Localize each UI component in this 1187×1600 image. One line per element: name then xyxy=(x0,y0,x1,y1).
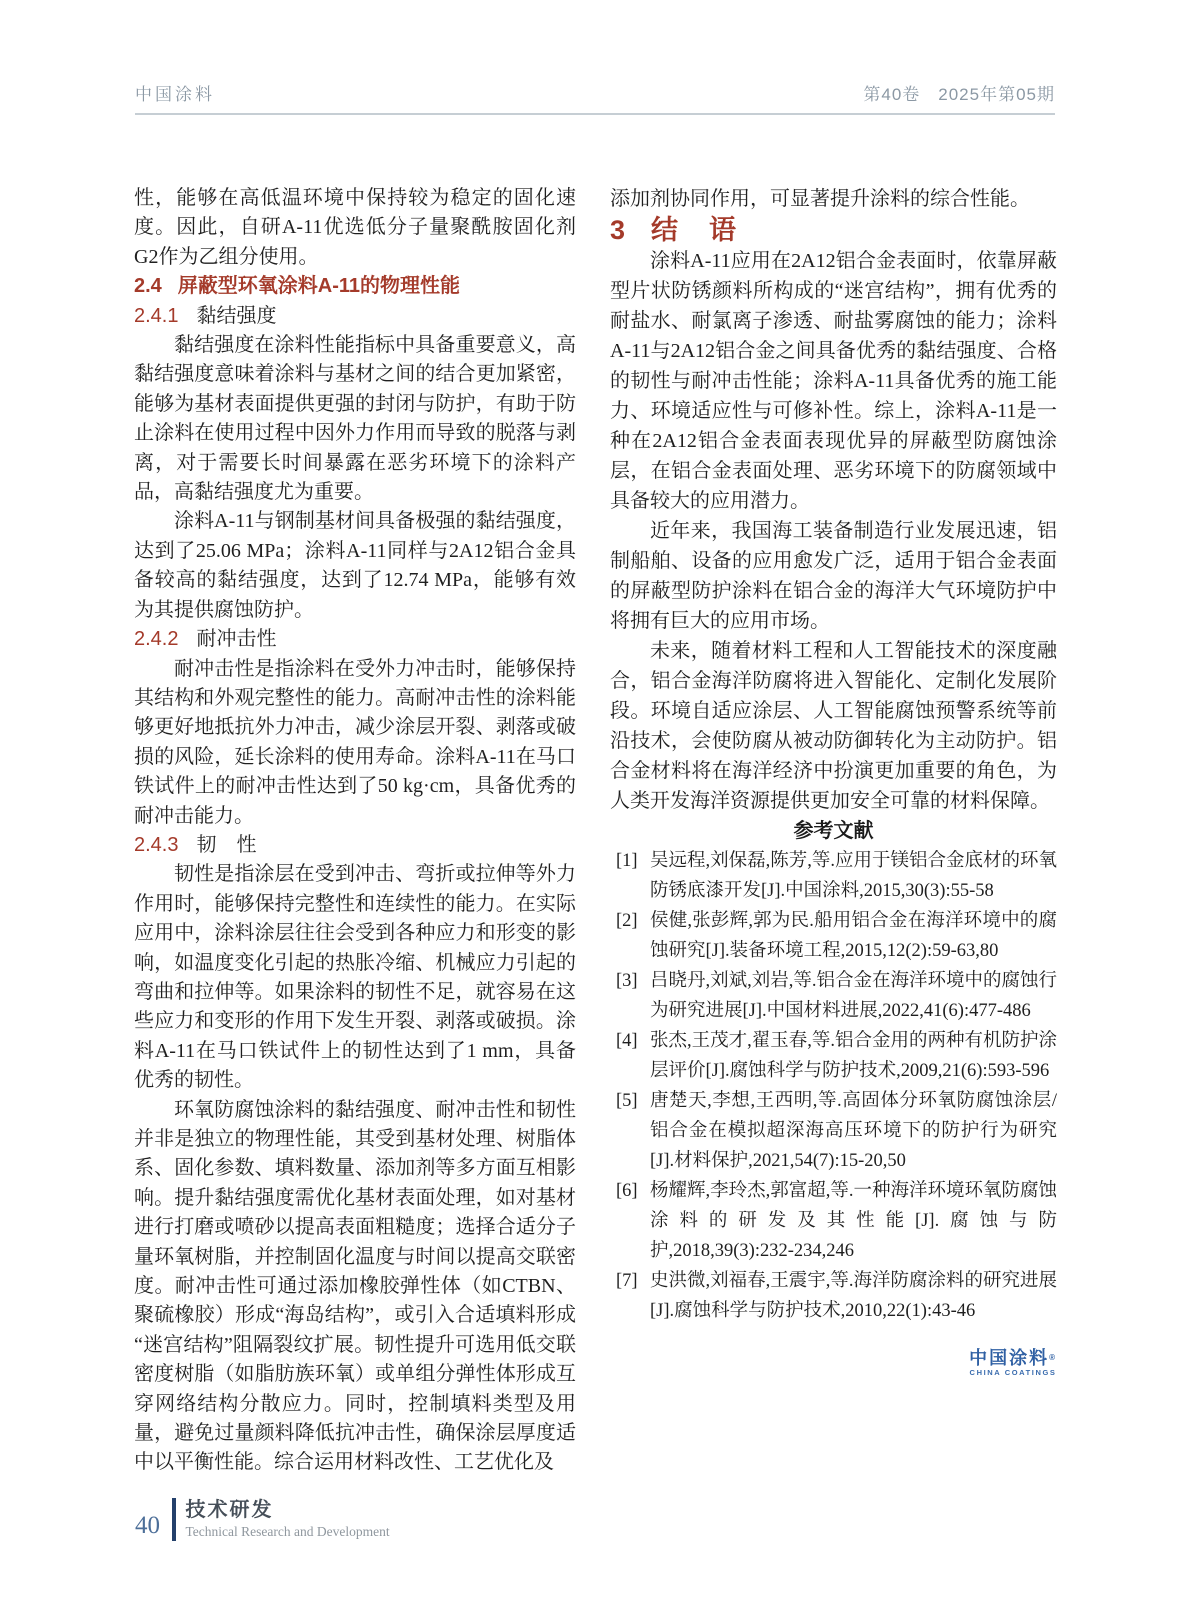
footer-section-english: Technical Research and Development xyxy=(185,1524,390,1539)
page-footer xyxy=(135,1498,390,1541)
reference-item xyxy=(610,906,1057,966)
subsection-heading-2-4-2 xyxy=(134,625,576,654)
section-number: 2.4 xyxy=(134,275,162,298)
paragraph: 近年来，我国海工装备制造行业发展迅速，铝制船舶、设备的应用愈发广泛，适用于铝合金表面的屏蔽型防护涂料在铝合金的海洋大气环境防护中将拥有巨大的应用市场。 xyxy=(610,520,1057,632)
reference-item xyxy=(610,966,1057,1026)
left-column xyxy=(134,184,576,1478)
paragraph: 韧性是指涂层在受到冲击、弯折或拉伸等外力作用时，能够保持完整性和连续性的能力。在实际应用中，涂料涂层往往会受到各种应力和形变的影响，如温度变化引起的热胀冷缩、机械应力引起的弯曲和拉伸等。如果涂料的韧性不足，就容易在这些应力和变形的作用下发生开裂、剥落或破损。涂料A-11在马口铁试件上的韧性达到了1 mm，具备优秀的韧性。 xyxy=(134,863,576,1092)
volume-issue: 第40卷 2025年第05期 xyxy=(863,85,1055,104)
reference-item xyxy=(610,1086,1057,1176)
reference-text: 张杰,王茂才,翟玉春,等.铝合金用的两种有机防护涂层评价[J].腐蚀科学与防护技术,2009,21(6):593-596 xyxy=(650,1031,1058,1081)
section-heading-3 xyxy=(610,214,1057,246)
section-title: 屏蔽型环氧涂料A-11的物理性能 xyxy=(177,275,461,298)
subsection-heading-2-4-1 xyxy=(134,302,576,331)
reference-number: [4] xyxy=(616,1031,638,1051)
reference-number: [3] xyxy=(616,971,638,991)
paragraph: 环氧防腐蚀涂料的黏结强度、耐冲击性和韧性并非是独立的物理性能，其受到基材处理、树脂体系、固化参数、填料数量、添加剂等多方面互相影响。提升黏结强度需优化基材表面处理，如对基材进行打磨或喷砂以提高表面粗糙度；选择合适分子量环氧树脂，并控制固化温度与时间以提高交联密度。耐冲击性可通过添加橡胶弹性体（如CTBN、聚硫橡胶）形成“海岛结构”，或引入合适填料形成“迷宫结构”阻隔裂纹扩展。韧性提升可选用低交联密度树脂（如脂肪族环氧）或单组分弹性体形成互穿网络结构分散应力。同时，控制填料类型及用量，避免过量颜料降低抗冲击性，确保涂层厚度适中以平衡性能。综合运用材料改性、工艺优化及 xyxy=(134,1098,576,1474)
page-number: 40 xyxy=(135,1512,160,1539)
paragraph: 黏结强度在涂料性能指标中具备重要意义，高黏结强度意味着涂料与基材之间的结合更加紧密，能够为基材表面提供更强的封闭与防护，有助于防止涂料在使用过程中因外力作用而导致的脱落与剥离，对于需要长时间暴露在恶劣环境下的涂料产品，高黏结强度尤为重要。 xyxy=(134,334,576,504)
section-title: 结 语 xyxy=(651,215,739,245)
reference-number: [5] xyxy=(616,1091,638,1111)
logo-english-text: CHINA COATINGS xyxy=(969,1368,1057,1377)
footer-section-labels xyxy=(186,1498,390,1541)
reference-text: 杨耀辉,李玲杰,郭富超,等.一种海洋环境环氧防腐蚀涂料的研发及其性能[J].腐蚀与防护,2018,39(3):232-234,246 xyxy=(650,1181,1058,1261)
footer-section-chinese: 技术研发 xyxy=(185,1499,274,1521)
section-number: 3 xyxy=(610,215,626,245)
reference-text: 侯健,张彭辉,郭为民.船用铝合金在海洋环境中的腐蚀研究[J].装备环境工程,2015,12(2):59-63,80 xyxy=(650,911,1057,961)
reference-item xyxy=(610,846,1057,906)
right-column xyxy=(610,184,1057,1326)
subsection-number: 2.4.2 xyxy=(134,628,179,651)
reference-item xyxy=(610,1176,1057,1266)
reference-item xyxy=(610,1266,1057,1326)
references-heading: 参考文献 xyxy=(793,820,874,842)
subsection-number: 2.4.1 xyxy=(134,304,179,327)
page-header xyxy=(135,80,1055,115)
subsection-title: 黏结强度 xyxy=(196,304,277,327)
china-coatings-logo xyxy=(969,1348,1057,1378)
reference-number: [2] xyxy=(616,911,638,931)
journal-name: 中国涂料 xyxy=(135,85,215,104)
reference-text: 史洪微,刘福春,王震宇,等.海洋防腐涂料的研究进展[J].腐蚀科学与防护技术,2010,22(1):43-46 xyxy=(650,1271,1058,1321)
logo-chinese-text xyxy=(969,1348,1057,1368)
paragraph: 未来，随着材料工程和人工智能技术的深度融合，铝合金海洋防腐将进入智能化、定制化发展阶段。环境自适应涂层、人工智能腐蚀预警系统等前沿技术，会使防腐从被动防御转化为主动防护。铝合金材料将在海洋经济中扮演更加重要的角色，为人类开发海洋资源提供更加安全可靠的材料保障。 xyxy=(610,640,1057,812)
reference-text: 吕晓丹,刘斌,刘岩,等.铝合金在海洋环境中的腐蚀行为研究进展[J].中国材料进展,2022,41(6):477-486 xyxy=(650,971,1058,1021)
subsection-heading-2-4-3 xyxy=(134,831,576,860)
registered-mark-icon: ® xyxy=(1049,1353,1057,1362)
reference-number: [7] xyxy=(616,1271,638,1291)
footer-divider-bar xyxy=(172,1498,176,1541)
paragraph-continuation: 添加剂协同作用，可显著提升涂料的综合性能。 xyxy=(610,188,1030,210)
reference-text: 唐楚天,李想,王西明,等.高固体分环氧防腐蚀涂层/铝合金在模拟超深海高压环境下的防护行为研究[J].材料保护,2021,54(7):15-20,50 xyxy=(650,1091,1057,1171)
paragraph: 耐冲击性是指涂料在受外力冲击时，能够保持其结构和外观完整性的能力。高耐冲击性的涂料能够更好地抵抗外力冲击，减少涂层开裂、剥落或破损的风险，延长涂料的使用寿命。涂料A-11在马口铁试件上的耐冲击性达到了50 kg·cm，具备优秀的耐冲击能力。 xyxy=(134,657,576,827)
paragraph: 涂料A-11应用在2A12铝合金表面时，依靠屏蔽型片状防锈颜料所构成的“迷宫结构”，拥有优秀的耐盐水、耐氯离子渗透、耐盐雾腐蚀的能力；涂料A-11与2A12铝合金之间具备优秀的黏结强度、合格的韧性与耐冲击性能；涂料A-11具备优秀的施工能力、环境适应性与可修补性。综上，涂料A-11是一种在2A12铝合金表面表现优异的屏蔽型防腐蚀涂层，在铝合金表面处理、恶劣环境下的防腐领域中具备较大的应用潜力。 xyxy=(610,250,1057,512)
paragraph: 涂料A-11与钢制基材间具备极强的黏结强度，达到了25.06 MPa；涂料A-11同样与2A12铝合金具备较高的黏结强度，达到了12.74 MPa，能够有效为其提供腐蚀防护。 xyxy=(134,510,576,621)
reference-item xyxy=(610,1026,1057,1086)
subsection-title: 耐冲击性 xyxy=(196,628,277,651)
subsection-title: 韧 性 xyxy=(196,833,257,856)
references-list xyxy=(610,846,1057,1326)
logo-cn-label: 中国涂料 xyxy=(969,1348,1050,1368)
reference-number: [1] xyxy=(616,851,638,871)
reference-text: 吴远程,刘保磊,陈芳,等.应用于镁铝合金底材的环氧防锈底漆开发[J].中国涂料,2015,30(3):55-58 xyxy=(650,851,1058,901)
section-heading-2-4 xyxy=(134,272,576,301)
reference-number: [6] xyxy=(616,1181,638,1201)
paragraph-continuation: 性，能够在高低温环境中保持较为稳定的固化速度。因此，自研A-11优选低分子量聚酰胺固化剂G2作为乙组分使用。 xyxy=(134,187,576,268)
subsection-number: 2.4.3 xyxy=(134,833,179,856)
